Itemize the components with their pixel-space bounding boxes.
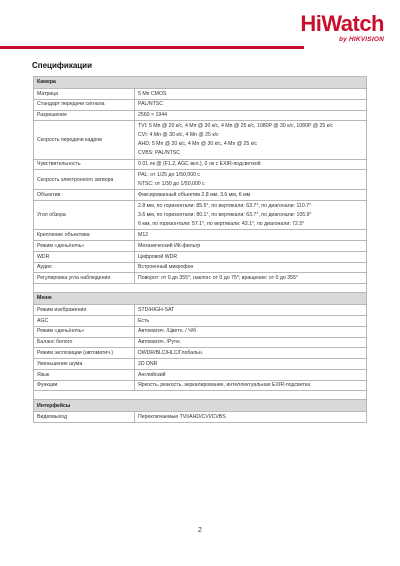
table-row	[34, 88, 367, 99]
spec-value: Фиксированный объектив 2.8 мм, 3.6 мм, 6 мм	[135, 190, 367, 201]
table-row	[34, 305, 367, 316]
spec-key: WDR	[34, 251, 135, 262]
spec-key: Чувствительность	[34, 159, 135, 170]
spec-value-line: PAL: от 1/25 до 1/50,000 с	[138, 172, 201, 179]
spec-value: Встроенный микрофон	[135, 262, 367, 273]
hiwatch-logo	[300, 13, 384, 43]
spec-value: DWDR/BLC/HLC/Глобальн.	[135, 348, 367, 359]
spec-value: 2560 × 1944	[135, 110, 367, 121]
spec-value: 0.01 лк @ (F1.2, AGC вкл.), 0 лк с EXIR-подсветкой	[135, 159, 367, 170]
spacer-cell	[34, 391, 367, 400]
table-row	[34, 99, 367, 110]
spec-value-line: 3.6 мм, по горизонтали: 80.1°, по вертикали: 63.7°, по диагонали: 105.9°	[138, 211, 312, 218]
table-row	[34, 369, 367, 380]
table-row	[34, 316, 367, 327]
spec-value: Есть	[135, 316, 367, 327]
table-row	[34, 190, 367, 201]
spec-key: Скорость электронного затвора	[34, 170, 135, 190]
table-row	[34, 201, 367, 230]
spec-key: Функции	[34, 380, 135, 391]
spec-key: Угол обзора	[34, 201, 135, 230]
table-row	[34, 273, 367, 284]
spec-value-line: NTSC: от 1/30 до 1/50,000 с	[138, 181, 205, 188]
table-row	[34, 262, 367, 273]
spec-key: Видеовыход	[34, 412, 135, 423]
spec-value	[135, 121, 367, 159]
section-title: Камера	[34, 77, 367, 89]
spec-key: Крепление объектива	[34, 230, 135, 241]
spec-value: Автоматич. /Ручн.	[135, 337, 367, 348]
spec-key: Объектив	[34, 190, 135, 201]
brand-parent-line: by HIKVISION	[338, 36, 384, 43]
spec-key: Стандарт передачи сигнала	[34, 99, 135, 110]
spec-key: Скорость передачи кадров	[34, 121, 135, 159]
spec-value: PAL/NTSC	[135, 99, 367, 110]
section-title: Интерфейсы	[34, 400, 367, 412]
spec-key: Разрешение	[34, 110, 135, 121]
section-header-menu	[34, 293, 367, 305]
spec-value: Яркость, резкость, зеркалирование, интеллектуальная EXIR-подсветка	[135, 380, 367, 391]
spec-key: Режим «день/ночь»	[34, 326, 135, 337]
section-spacer	[34, 284, 367, 293]
table-row	[34, 326, 367, 337]
table-row	[34, 121, 367, 159]
spec-value: M12	[135, 230, 367, 241]
spec-key: Баланс белого	[34, 337, 135, 348]
page-title: Спецификации	[32, 61, 93, 70]
table-row	[34, 241, 367, 252]
brand-name: HiWatch	[300, 11, 384, 36]
spec-value-line: 2.8 мм, по горизонтали: 85.5°, по вертикали: 63.7°, по диагонали: 110.7°	[138, 202, 312, 209]
spec-value: STD/HIGH-SAT	[135, 305, 367, 316]
spec-value: Английский	[135, 369, 367, 380]
table-row	[34, 251, 367, 262]
table-row	[34, 348, 367, 359]
table-row	[34, 110, 367, 121]
spec-key: Язык	[34, 369, 135, 380]
spec-key: Режим «день/ночь»	[34, 241, 135, 252]
section-header-camera	[34, 77, 367, 89]
spec-key: Регулировка угла наблюдения	[34, 273, 135, 284]
spec-value	[135, 201, 367, 230]
spec-value: Переключаемые TVI/AHD/CVI/CVBS	[135, 412, 367, 423]
spec-value: 2D DNR	[135, 359, 367, 370]
spec-value: Механический ИК-фильтр	[135, 241, 367, 252]
table-row	[34, 359, 367, 370]
spec-key: Аудио	[34, 262, 135, 273]
table-row	[34, 170, 367, 190]
spec-value-line: AHD: 5 Мп @ 20 к/с, 4 Мп @ 30 к/с, 4 Мп @ 25 к/с	[138, 141, 257, 148]
spec-key: Режим изображения	[34, 305, 135, 316]
spec-key: Матрица	[34, 88, 135, 99]
section-header-interfaces	[34, 400, 367, 412]
table-row	[34, 380, 367, 391]
spec-value-line: TVI: 5 Мп @ 20 к/с, 4 Мп @ 30 к/с, 4 Мп @ 25 к/с, 1080P @ 30 к/с, 1080P @ 25 к/с	[138, 122, 333, 129]
spec-value-line: CVI: 4 Мп @ 30 к/с, 4 Мп @ 25 к/с	[138, 132, 219, 139]
spec-key: Режим экспозиции (автоматич.)	[34, 348, 135, 359]
table-row	[34, 412, 367, 423]
spec-value	[135, 170, 367, 190]
spec-value-line: 6 мм, по горизонтали: 57.1°, по вертикали: 43.1°, по диагонали: 72.5°	[138, 221, 305, 228]
spec-value: 5 Мп CMOS	[135, 88, 367, 99]
table-row	[34, 159, 367, 170]
specifications-table	[33, 76, 367, 423]
spec-value-line: CVBS: PAL/NTSC	[138, 150, 180, 157]
table-row	[34, 337, 367, 348]
spec-value: Автоматич. /Цветн. / Ч/б	[135, 326, 367, 337]
spec-key: Уменьшение шума	[34, 359, 135, 370]
page-number: 2	[198, 527, 202, 534]
table-row	[34, 230, 367, 241]
spec-value: Поворот: от 0 до 355°; наклон: от 0 до 75°; вращение: от 0 до 355°	[135, 273, 367, 284]
spec-key: AGC	[34, 316, 135, 327]
header-accent-bar	[0, 46, 304, 49]
spec-value: Цифровой WDR	[135, 251, 367, 262]
spacer-cell	[34, 284, 367, 293]
section-title: Меню	[34, 293, 367, 305]
section-spacer	[34, 391, 367, 400]
